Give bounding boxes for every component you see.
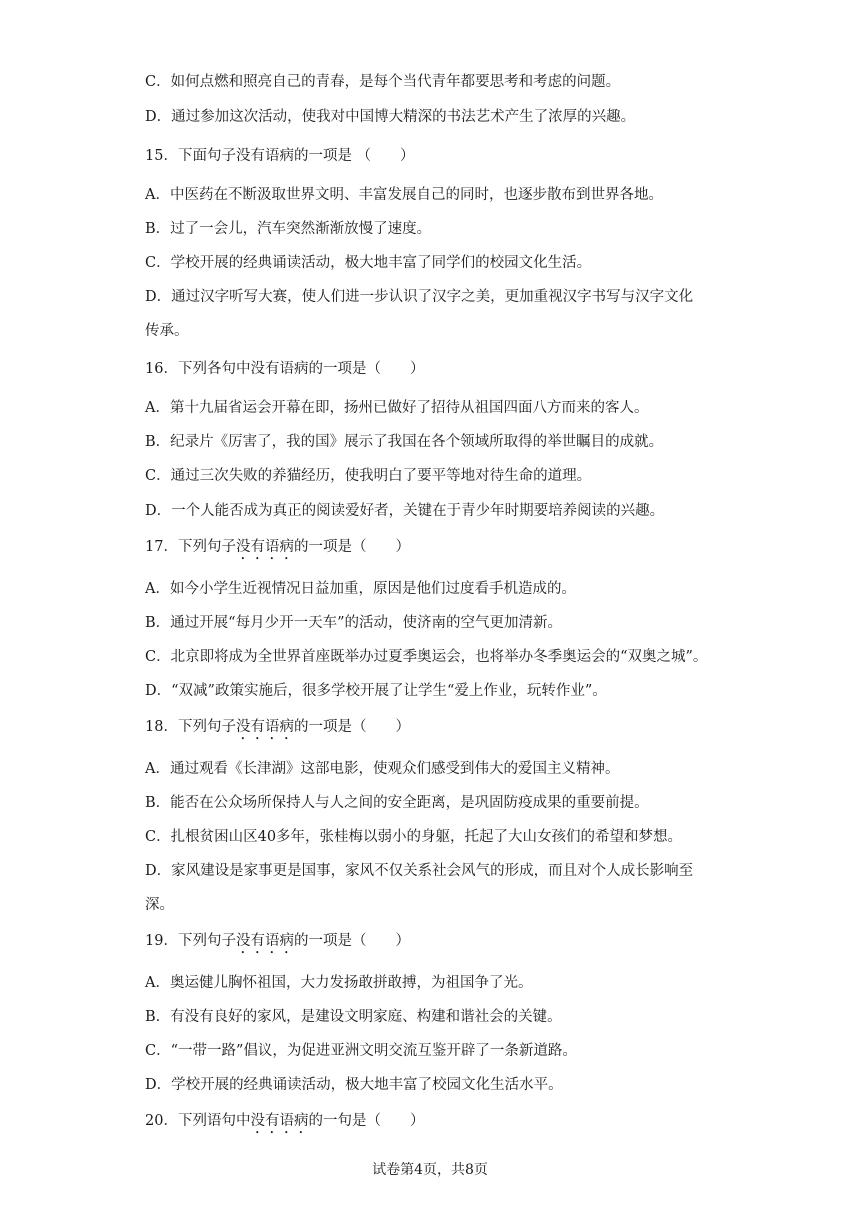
q19-stem-pre: 19．下列句子 [145, 933, 236, 949]
q17-stem-post: 的一项是（ ） [293, 539, 410, 555]
q20-stem [145, 1111, 725, 1137]
q15-stem: 15．下面句子没有语病的一项是 （ ） [145, 148, 415, 164]
q18-option-d-cont: 深。 [145, 897, 174, 913]
page-footer: 试卷第4页，共8页 [372, 1162, 488, 1178]
q14-option-d: D．通过参加这次活动，使我对中国博大精深的书法艺术产生了浓厚的兴趣。 [145, 109, 636, 125]
q15-option-b: B．过了一会儿，汽车突然渐渐放慢了速度。 [145, 221, 432, 237]
q19-option-c: C．“一带一路”倡议，为促进亚洲文明交流互鉴开辟了一条新道路。 [145, 1043, 577, 1059]
q18-stem-emphasis: 没有语病 [235, 719, 294, 735]
q18-option-b: B．能否在公众场所保持人与人之间的安全距离，是巩固防疫成果的重要前提。 [145, 795, 649, 811]
q18-option-c: C．扎根贫困山区40多年，张桂梅以弱小的身躯，托起了大山女孩们的希望和梦想。 [145, 829, 683, 845]
q16-option-c: C．通过三次失败的养猫经历，使我明白了要平等地对待生命的道理。 [145, 468, 592, 484]
q14-option-c: C．如何点燃和照亮自己的青春，是每个当代青年都要思考和考虑的问题。 [145, 74, 621, 90]
q19-stem-post: 的一项是（ ） [293, 933, 410, 949]
q17-stem [145, 537, 725, 563]
q18-stem [145, 717, 725, 743]
q15-option-c: C．学校开展的经典诵读活动，极大地丰富了同学们的校园文化生活。 [145, 255, 592, 271]
q19-option-b: B．有没有良好的家风，是建设文明家庭、构建和谐社会的关键。 [145, 1009, 562, 1025]
q18-option-a: A．通过观看《长津湖》这部电影，使观众们感受到伟大的爱国主义精神。 [145, 761, 620, 777]
q15-option-d-cont: 传承。 [145, 323, 189, 339]
q18-option-d: D．家风建设是家事更是国事，家风不仅关系社会风气的形成，而且对个人成长影响至 [145, 863, 694, 879]
q15-option-a: A．中医药在不断汲取世界文明、丰富发展自己的同时，也逐步散布到世界各地。 [145, 187, 663, 203]
q19-option-a: A．奥运健儿胸怀祖国，大力发扬敢拼敢搏，为祖国争了光。 [145, 975, 533, 991]
q17-option-d: D．“双减”政策实施后，很多学校开展了让学生“爱上作业，玩转作业”。 [145, 683, 607, 699]
q17-stem-pre: 17．下列句子 [145, 539, 236, 555]
q15-option-d: D．通过汉字听写大赛，使人们进一步认识了汉字之美，更加重视汉字书写与汉字文化 [145, 289, 694, 305]
q18-stem-post: 的一项是（ ） [293, 719, 410, 735]
q20-stem-post: 的一句是（ ） [308, 1113, 425, 1129]
q16-stem: 16．下列各句中没有语病的一项是（ ） [145, 361, 425, 377]
q16-option-d: D．一个人能否成为真正的阅读爱好者，关键在于青少年时期要培养阅读的兴趣。 [145, 503, 665, 519]
q19-option-d: D．学校开展的经典诵读活动，极大地丰富了校园文化生活水平。 [145, 1077, 563, 1093]
q17-option-a: A．如今小学生近视情况日益加重，原因是他们过度看手机造成的。 [145, 581, 576, 597]
q16-option-b: B．纪录片《厉害了，我的国》展示了我国在各个领域所取得的举世瞩目的成就。 [145, 434, 664, 450]
q16-option-a: A．第十九届省运会开幕在即，扬州已做好了招待从祖国四面八方而来的客人。 [145, 400, 649, 416]
q17-stem-emphasis: 没有语病 [235, 539, 294, 555]
q20-stem-emphasis: 没有语病 [250, 1113, 309, 1129]
q17-option-c: C．北京即将成为全世界首座既举办过夏季奥运会，也将举办冬季奥运会的“双奥之城”。 [145, 649, 708, 665]
q17-option-b: B．通过开展“每月少开一天车”的活动，使济南的空气更加清新。 [145, 615, 562, 631]
q19-stem-emphasis: 没有语病 [235, 933, 294, 949]
q19-stem [145, 931, 725, 957]
q20-stem-pre: 20．下列语句中 [145, 1113, 251, 1129]
q18-stem-pre: 18．下列句子 [145, 719, 236, 735]
